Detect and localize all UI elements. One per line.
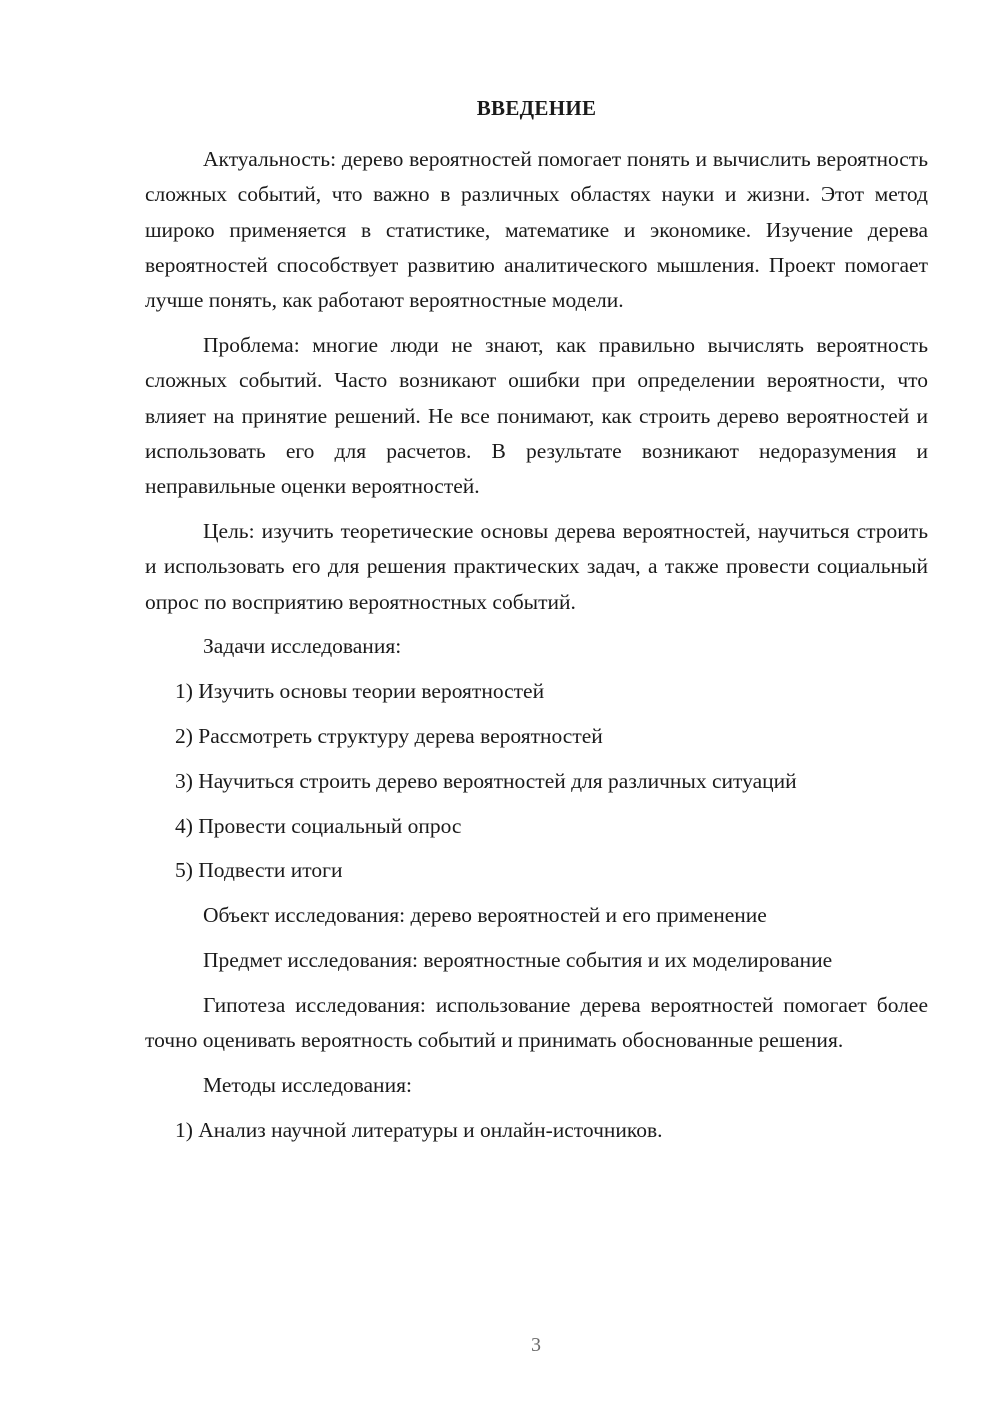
hypothesis-paragraph: Гипотеза исследования: использование дерева вероятностей помогает более точно оценивать вероятность событий и принимать обоснованные решения. <box>145 992 928 1053</box>
list-item: 3) Научиться строить дерево вероятностей для различных ситуаций <box>175 768 797 793</box>
tasks-list <box>145 674 928 888</box>
relevance-paragraph: Актуальность: дерево вероятностей помогает понять и вычислить вероятность сложных событий, что важно в различных областях науки и жизни. Этот метод широко применяется в статистике, математике и экономике. Изучение дерева вероятностей способствует развитию аналитического мышления. Проект помогает лучше понять, как работают вероятностные модели. <box>145 147 928 313</box>
page-number: 3 <box>531 1334 541 1356</box>
methods-heading: Методы исследования: <box>203 1072 412 1097</box>
list-item: 1) Изучить основы теории вероятностей <box>175 679 545 704</box>
research-object: Объект исследования: дерево вероятностей и его применение <box>203 903 767 928</box>
problem-paragraph: Проблема: многие люди не знают, как правильно вычислять вероятность сложных событий. Часто возникают ошибки при определении вероятности, что влияет на принятие решений. Не все понимают, как строить дерево вероятностей и использовать его для расчетов. В результате возникают недоразумения и неправильные оценки вероятностей. <box>145 332 928 499</box>
list-item: 1) Анализ научной литературы и онлайн-источников. <box>175 1117 663 1142</box>
goal-paragraph: Цель: изучить теоретические основы дерева вероятностей, научиться строить и использовать его для решения практических задач, а также провести социальный опрос по восприятию вероятностных событий. <box>145 518 928 614</box>
research-subject: Предмет исследования: вероятностные события и их моделирование <box>203 947 833 972</box>
list-item: 2) Рассмотреть структуру дерева вероятностей <box>175 723 603 748</box>
list-item: 4) Провести социальный опрос <box>175 813 462 838</box>
document-body <box>145 142 928 1157</box>
page-title: ВВЕДЕНИЕ <box>476 96 597 120</box>
tasks-heading: Задачи исследования: <box>203 634 402 659</box>
list-item: 5) Подвести итоги <box>175 858 343 883</box>
methods-list <box>145 1113 928 1148</box>
